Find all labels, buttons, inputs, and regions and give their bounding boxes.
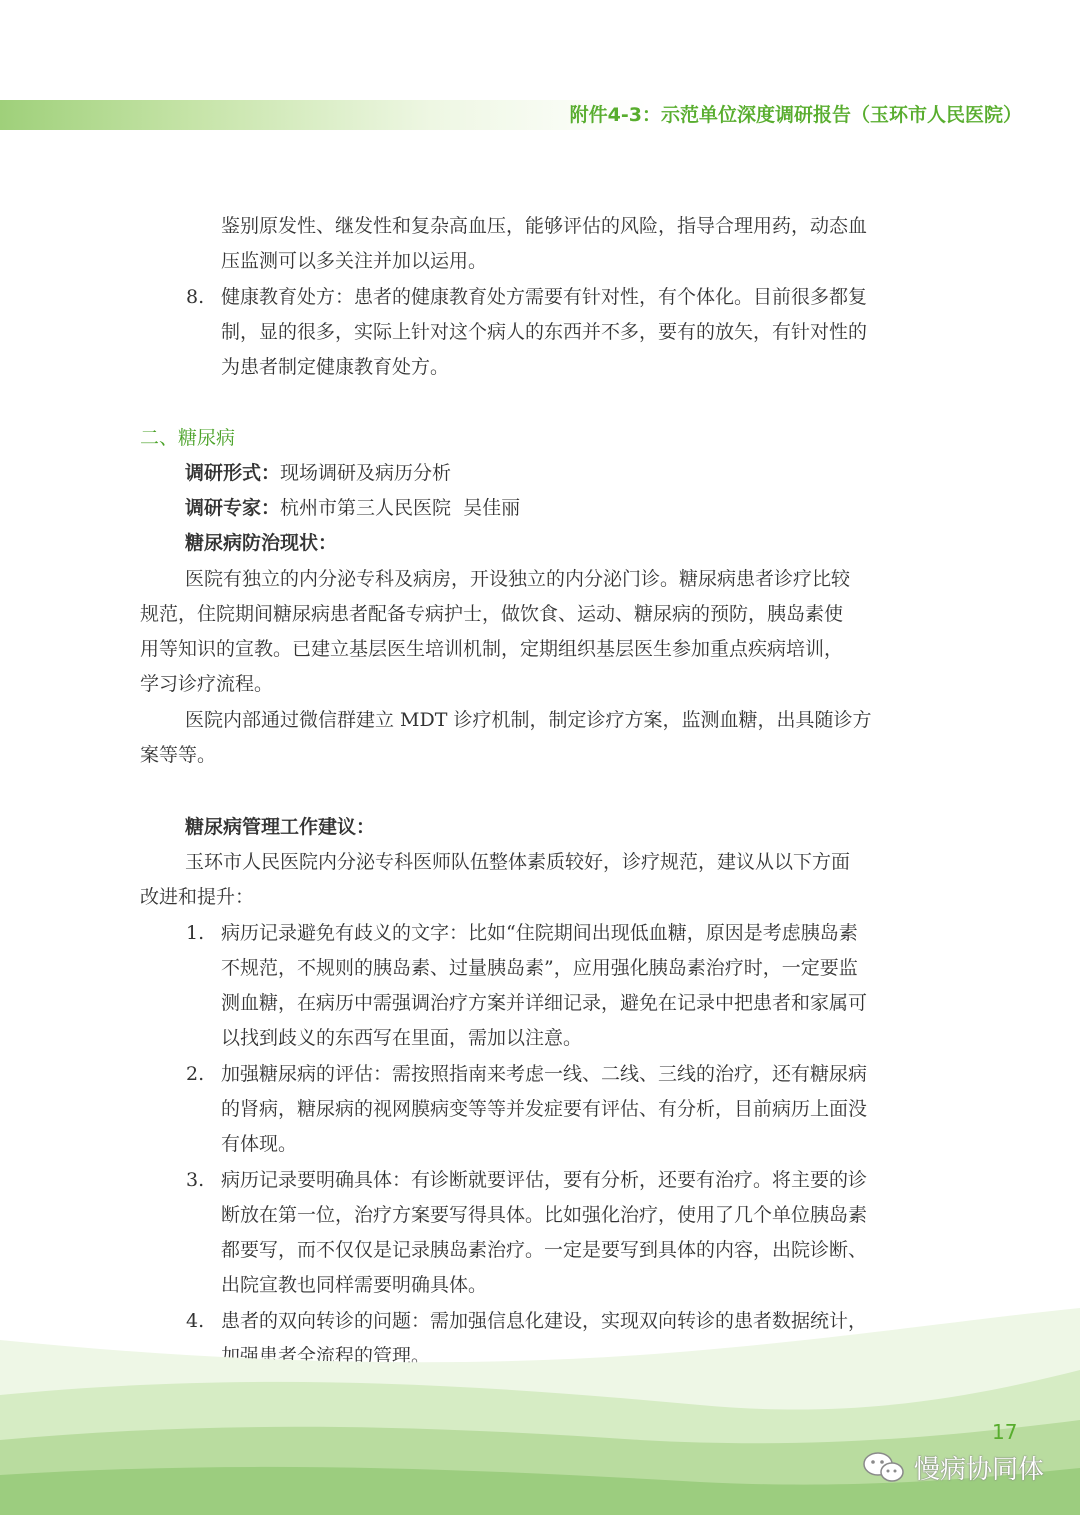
survey-form-value: 现场调研及病历分析 [280,462,452,484]
paragraph-line: 鉴别原发性、继发性和复杂高血压，能够评估的风险，指导合理用药，动态血 [221,215,868,237]
paragraph-line: 案等等。 [140,744,217,766]
page-header-title: 附件4-3：示范单位深度调研报告（玉环市人民医院） [569,104,1022,126]
survey-expert-row [185,496,520,520]
list-item-line: 有体现。 [221,1133,298,1155]
list-item-line: 加强糖尿病的评估：需按照指南来考虑一线、二线、三线的治疗，还有糖尿病 [221,1063,868,1085]
advice-heading: 糖尿病管理工作建议： [185,816,376,838]
list-item-line: 制，显的很多，实际上针对这个病人的东西并不多，要有的放矢，有针对性的 [221,321,868,343]
paragraph-line: 医院内部通过微信群建立 MDT 诊疗机制，制定诊疗方案，监测血糖，出具随诊方 [185,709,872,731]
list-item-number: 8. [186,286,205,308]
list-item-number: 1. [186,922,205,944]
list-item-line: 测血糖，在病历中需强调治疗方案并详细记录，避免在记录中把患者和家属可 [221,992,868,1014]
wechat-icon [862,1450,906,1484]
paragraph-line: 医院有独立的内分泌专科及病房，开设独立的内分泌门诊。糖尿病患者诊疗比较 [185,568,851,590]
list-item-number: 2. [186,1063,205,1085]
list-item-line: 健康教育处方：患者的健康教育处方需要有针对性，有个体化。目前很多都复 [221,286,868,308]
survey-form-label: 调研形式： [185,462,281,484]
paragraph-line: 学习诊疗流程。 [140,673,274,695]
paragraph-line: 玉环市人民医院内分泌专科医师队伍整体素质较好，诊疗规范，建议从以下方面 [185,851,851,873]
status-heading: 糖尿病防治现状： [185,532,338,554]
list-item-line: 以找到歧义的东西写在里面，需加以注意。 [221,1027,583,1049]
survey-form-row [185,461,451,485]
list-item-number: 3. [186,1169,205,1191]
paragraph-line: 压监测可以多关注并加以运用。 [221,250,488,272]
list-item-line: 断放在第一位，治疗方案要写得具体。比如强化治疗，使用了几个单位胰岛素 [221,1204,868,1226]
list-item-line: 加强患者全流程的管理。 [221,1345,431,1367]
watermark [862,1450,1044,1484]
list-item-line: 病历记录要明确具体：有诊断就要评估，要有分析，还要有治疗。将主要的诊 [221,1169,868,1191]
list-item-line: 出院宣教也同样需要明确具体。 [221,1274,488,1296]
list-item-line: 都要写，而不仅仅是记录胰岛素治疗。一定是要写到具体的内容，出院诊断、 [221,1239,868,1261]
paragraph-line: 规范，住院期间糖尿病患者配备专病护士，做饮食、运动、糖尿病的预防，胰岛素使 [140,603,844,625]
list-item-line: 的肾病，糖尿病的视网膜病变等等并发症要有评估、有分析，目前病历上面没 [221,1098,868,1120]
section-heading: 二、糖尿病 [140,427,236,449]
list-item-line: 为患者制定健康教育处方。 [221,356,450,378]
watermark-text: 慢病协同体 [914,1454,1045,1485]
list-item-line: 病历记录避免有歧义的文字：比如“住院期间出现低血糖，原因是考虑胰岛素 [221,922,858,944]
paragraph-line: 改进和提升： [140,886,255,908]
survey-expert-value: 杭州市第三人民医院 吴佳丽 [280,497,521,519]
survey-expert-label: 调研专家： [185,497,281,519]
list-item-number: 4. [186,1310,205,1332]
page-number: 17 [992,1420,1018,1444]
list-item-line: 患者的双向转诊的问题：需加强信息化建设，实现双向转诊的患者数据统计， [221,1310,868,1332]
paragraph-line: 用等知识的宣教。已建立基层医生培训机制，定期组织基层医生参加重点疾病培训， [140,638,844,660]
list-item-line: 不规范，不规则的胰岛素、过量胰岛素”，应用强化胰岛素治疗时，一定要监 [221,957,858,979]
